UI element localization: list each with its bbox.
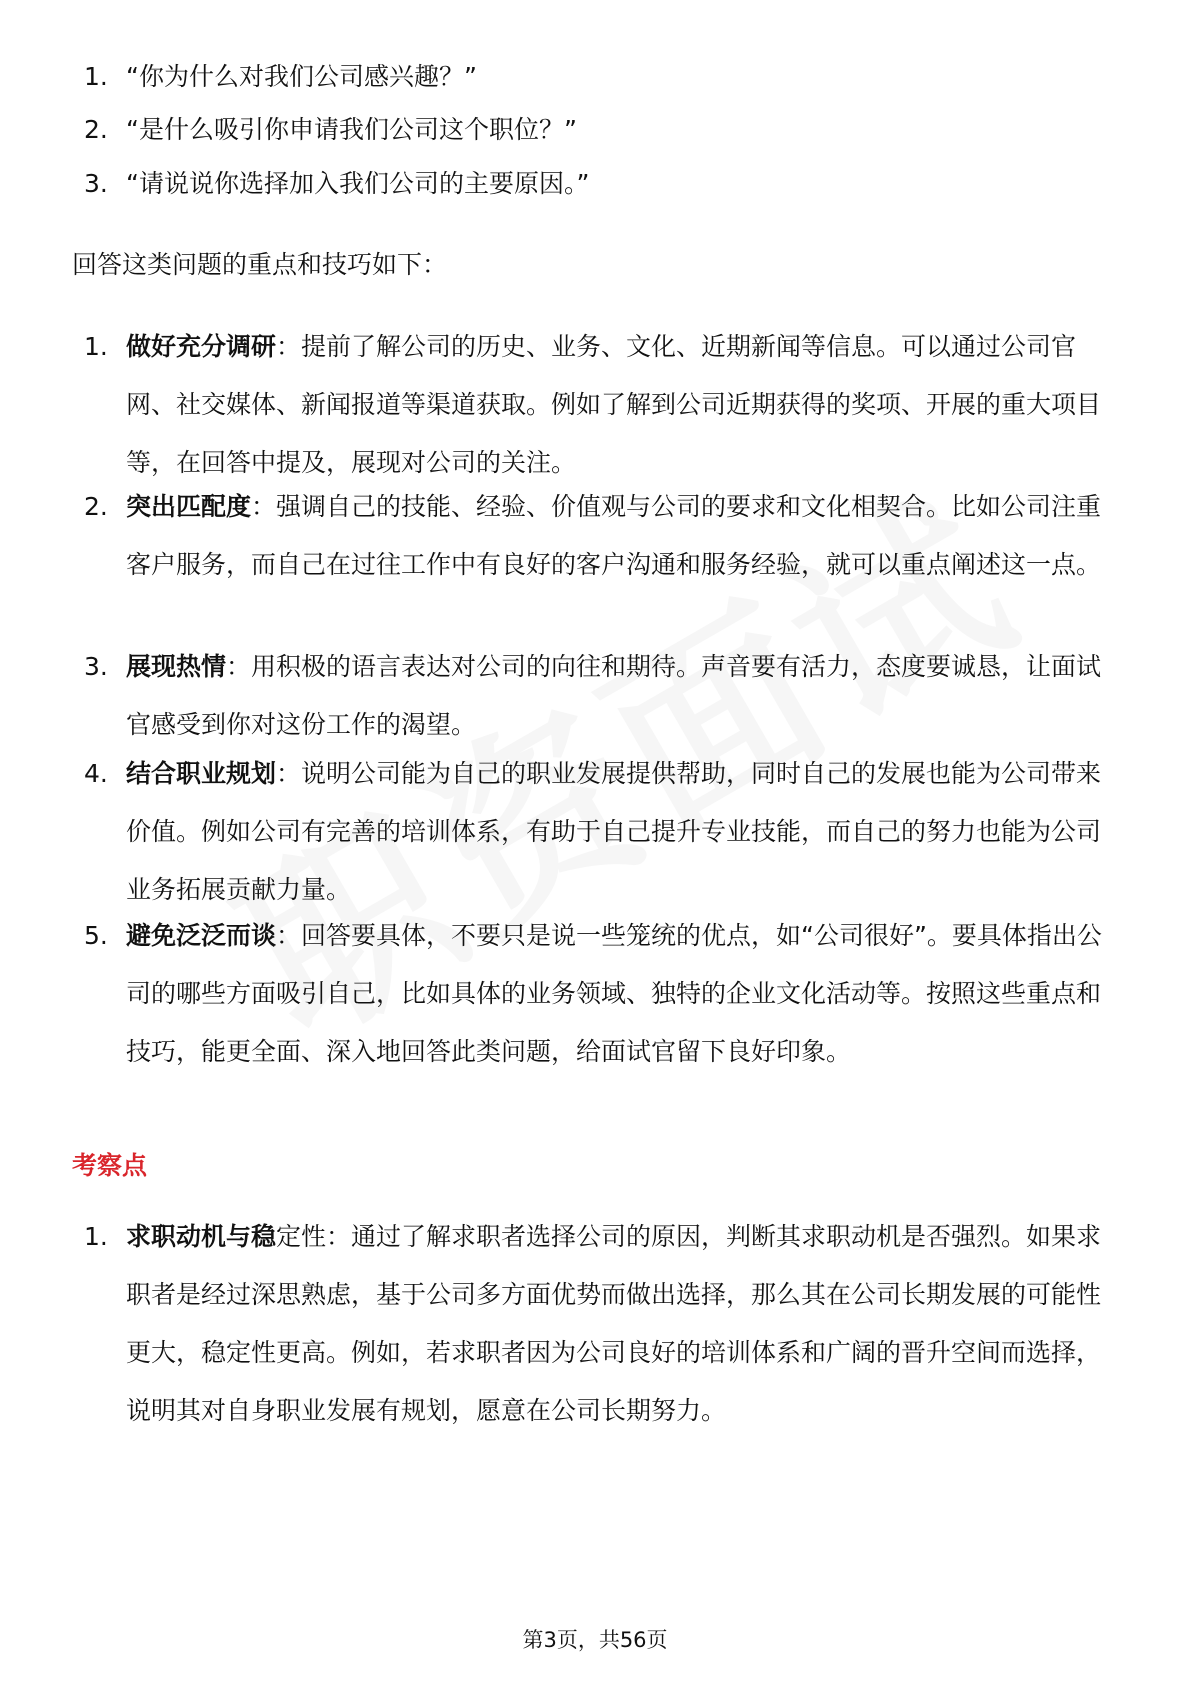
tip-text <box>126 638 1116 754</box>
tip-body: ：提前了解公司的历史、业务、文化、近期新闻等信息。可以通过公司官网、社交媒体、新闻报道等渠道获取。例如了解到公司近期获得的奖项、开展的重大项目等，在回答中提及，展现对公司的关注。 <box>126 332 1102 477</box>
list-number: 1. <box>84 62 108 91</box>
exam-point-body: ：通过了解求职者选择公司的原因，判断其求职动机是否强烈。如果求职者是经过深思熟虑，基于公司多方面优势而做出选择，那么其在公司长期发展的可能性更大，稳定性更高。例如，若求职者因为公司良好的培训体系和广阔的晋升空间而选择，说明其对自身职业发展有规划，愿意在公司长期努力。 <box>126 1222 1102 1425</box>
list-number: 2. <box>84 492 108 521</box>
question-text: “是什么吸引你申请我们公司这个职位？” <box>126 115 577 144</box>
tip-text <box>126 745 1116 919</box>
tip-text <box>126 907 1116 1081</box>
exam-point-text <box>126 1208 1116 1440</box>
tip-body: ：强调自己的技能、经验、价值观与公司的要求和文化相契合。比如公司注重客户服务，而自己在过往工作中有良好的客户沟通和服务经验，就可以重点阐述这一点。 <box>126 492 1102 579</box>
section-title: 考察点 <box>72 1151 148 1180</box>
exam-point-title: 求职动机与稳 <box>126 1222 277 1251</box>
question-text: “你为什么对我们公司感兴趣？” <box>126 62 477 91</box>
tip-text <box>126 318 1116 492</box>
question-text: “请说说你选择加入我们公司的主要原因。” <box>126 169 590 198</box>
tip-text <box>126 478 1116 594</box>
list-number: 3. <box>84 169 108 198</box>
tip-title: 避免泛泛而谈 <box>126 921 277 950</box>
list-number: 1. <box>84 332 108 361</box>
list-number: 3. <box>84 652 108 681</box>
page-footer: 第3页，共56页 <box>522 1628 668 1652</box>
tip-body: ：用积极的语言表达对公司的向往和期待。声音要有活力，态度要诚恳，让面试官感受到你对这份工作的渴望。 <box>126 652 1102 739</box>
list-number: 2. <box>84 115 108 144</box>
list-number: 4. <box>84 759 108 788</box>
list-number: 5. <box>84 921 108 950</box>
tip-body: ：回答要具体，不要只是说一些笼统的优点，如“公司很好”。要具体指出公司的哪些方面吸引自己，比如具体的业务领域、独特的企业文化活动等。按照这些重点和技巧，能更全面、深入地回答此类问题，给面试官留下良好印象。 <box>126 921 1102 1066</box>
tip-title: 做好充分调研 <box>126 332 277 361</box>
list-number: 1. <box>84 1222 108 1251</box>
tips-heading: 回答这类问题的重点和技巧如下： <box>72 250 448 279</box>
tip-body: ：说明公司能为自己的职业发展提供帮助，同时自己的发展也能为公司带来价值。例如公司有完善的培训体系，有助于自己提升专业技能，而自己的努力也能为公司业务拓展贡献力量。 <box>126 759 1102 904</box>
tip-title: 展现热情 <box>126 652 227 681</box>
tip-title: 突出匹配度 <box>126 492 252 521</box>
exam-point-title-rest: 定性 <box>276 1222 327 1251</box>
tip-title: 结合职业规划 <box>126 759 277 788</box>
